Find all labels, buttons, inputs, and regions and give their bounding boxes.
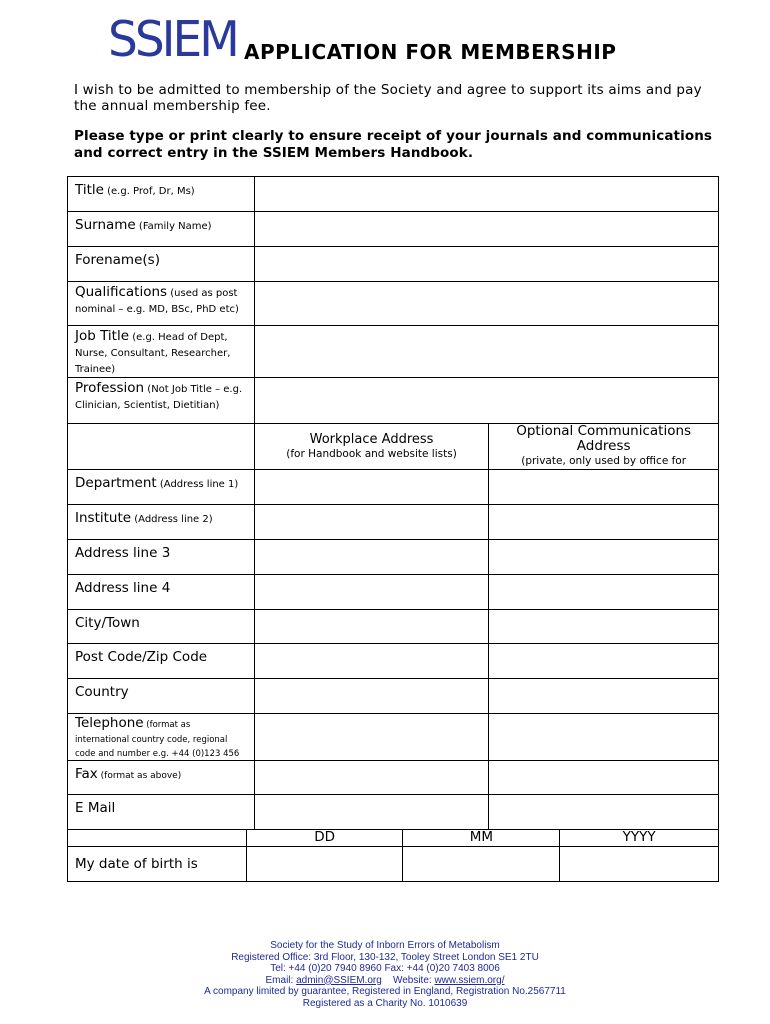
workplace-city-input[interactable] — [254, 610, 489, 644]
page-title: APPLICATION FOR MEMBERSHIP — [244, 40, 617, 64]
instruction-text: Please type or print clearly to ensure receipt of your journals and communications and correct entry in the SSIEM Members Handbook. — [74, 128, 713, 161]
field-label: Institute — [75, 510, 132, 526]
address-row-city — [68, 610, 719, 644]
workplace-department-input[interactable] — [254, 470, 489, 505]
workplace-address-line4-input[interactable] — [254, 575, 489, 610]
field-label: Fax — [75, 766, 98, 782]
dob-month-input[interactable] — [403, 847, 560, 882]
ssiem-logo: SSIEM — [108, 10, 237, 69]
job-title-input[interactable] — [254, 326, 718, 378]
workplace-email-input[interactable] — [254, 795, 489, 830]
field-label: Address line 3 — [75, 545, 171, 561]
optional-address-header: Optional Communications Address (private, only used by office for — [489, 424, 719, 470]
dob-dd-header: DD — [246, 830, 403, 847]
workplace-institute-input[interactable] — [254, 505, 489, 540]
dob-input-row — [68, 847, 719, 882]
profession-input[interactable] — [254, 378, 718, 424]
field-hint: (Address line 2) — [131, 514, 213, 525]
field-hint: (Family Name) — [135, 221, 212, 232]
dob-label: My date of birth is — [68, 847, 247, 882]
field-label: Forename(s) — [75, 252, 160, 268]
forename-input[interactable] — [254, 247, 718, 282]
address-header-row — [68, 424, 719, 470]
field-hint: (e.g. Prof, Dr, Ms) — [103, 186, 195, 197]
workplace-address-line3-input[interactable] — [254, 540, 489, 575]
dob-day-input[interactable] — [246, 847, 403, 882]
intro-text: I wish to be admitted to membership of the Society and agree to support its aims and pay the annual membership fee. — [74, 82, 702, 114]
dob-yyyy-header: YYYY — [560, 830, 719, 847]
website-link[interactable]: www.ssiem.org/ — [434, 974, 505, 986]
title-input[interactable] — [254, 177, 718, 212]
field-label: Telephone — [75, 716, 144, 731]
optional-telephone-input[interactable] — [489, 714, 719, 761]
address-row-telephone — [68, 714, 719, 761]
field-label: Title — [75, 182, 104, 198]
address-row-line4 — [68, 575, 719, 610]
address-row-country — [68, 679, 719, 714]
workplace-country-input[interactable] — [254, 679, 489, 714]
optional-email-input[interactable] — [489, 795, 719, 830]
optional-institute-input[interactable] — [489, 505, 719, 540]
footer — [0, 940, 770, 1009]
dob-header-row — [68, 830, 719, 847]
field-hint: (e.g. Head of Dept, Nurse, Consultant, Researcher, Trainee) — [75, 332, 231, 375]
field-hint: (used as post nominal – e.g. MD, BSc, PhD etc) — [75, 288, 239, 315]
dob-mm-header: MM — [403, 830, 560, 847]
address-row-department — [68, 470, 719, 505]
field-label: Address line 4 — [75, 580, 171, 596]
optional-country-input[interactable] — [489, 679, 719, 714]
field-label: E Mail — [75, 800, 116, 816]
field-label: Department — [75, 475, 157, 491]
field-label: Qualifications — [75, 284, 168, 300]
footer-registered-office: Registered Office: 3rd Floor, 130-132, Tooley Street London SE1 2TU — [231, 951, 539, 963]
date-of-birth-table — [67, 829, 719, 882]
field-hint: (Not Job Title – e.g. Clinician, Scientist, Dietitian) — [75, 384, 243, 411]
optional-address-line4-input[interactable] — [489, 575, 719, 610]
address-row-email — [68, 795, 719, 830]
form-row-job-title — [68, 326, 719, 378]
field-label: Profession — [75, 380, 145, 396]
address-row-line3 — [68, 540, 719, 575]
footer-society-name: Society for the Study of Inborn Errors of Metabolism — [270, 940, 500, 951]
optional-department-input[interactable] — [489, 470, 719, 505]
field-hint: (format as above) — [97, 771, 182, 781]
field-label: Country — [75, 684, 129, 700]
membership-form-table — [67, 176, 719, 830]
field-label: Post Code/Zip Code — [75, 649, 208, 665]
optional-address-line3-input[interactable] — [489, 540, 719, 575]
address-row-fax — [68, 761, 719, 795]
field-hint: (format as international country code, regional code and number e.g. +44 (0)123 456 — [75, 720, 240, 759]
field-label: Surname — [75, 217, 136, 233]
email-link[interactable]: admin@SSIEM.org — [296, 974, 382, 986]
form-row-surname — [68, 212, 719, 247]
footer-tel-fax: Tel: +44 (0)20 7940 8960 Fax: +44 (0)20 7403 8006 — [270, 963, 500, 974]
optional-fax-input[interactable] — [489, 761, 719, 795]
field-label: City/Town — [75, 615, 140, 631]
form-row-title — [68, 177, 719, 212]
footer-contact: Email: admin@SSIEM.org Website: www.ssiem.org/ — [265, 974, 505, 986]
form-header — [108, 10, 668, 69]
form-row-qualifications — [68, 282, 719, 326]
workplace-postcode-input[interactable] — [254, 644, 489, 679]
field-hint: (Address line 1) — [156, 479, 239, 490]
footer-company-info: A company limited by guarantee, Registered in England, Registration No.2567711 — [204, 986, 566, 997]
form-row-profession — [68, 378, 719, 424]
optional-city-input[interactable] — [489, 610, 719, 644]
dob-year-input[interactable] — [560, 847, 719, 882]
workplace-telephone-input[interactable] — [254, 714, 489, 761]
surname-input[interactable] — [254, 212, 718, 247]
address-row-institute — [68, 505, 719, 540]
footer-charity-info: Registered as a Charity No. 1010639 — [302, 997, 468, 1009]
form-row-forename — [68, 247, 719, 282]
workplace-fax-input[interactable] — [254, 761, 489, 795]
workplace-address-header: Workplace Address (for Handbook and website lists) — [254, 424, 489, 470]
address-row-postcode — [68, 644, 719, 679]
field-label: Job Title — [75, 328, 130, 344]
qualifications-input[interactable] — [254, 282, 718, 326]
optional-postcode-input[interactable] — [489, 644, 719, 679]
